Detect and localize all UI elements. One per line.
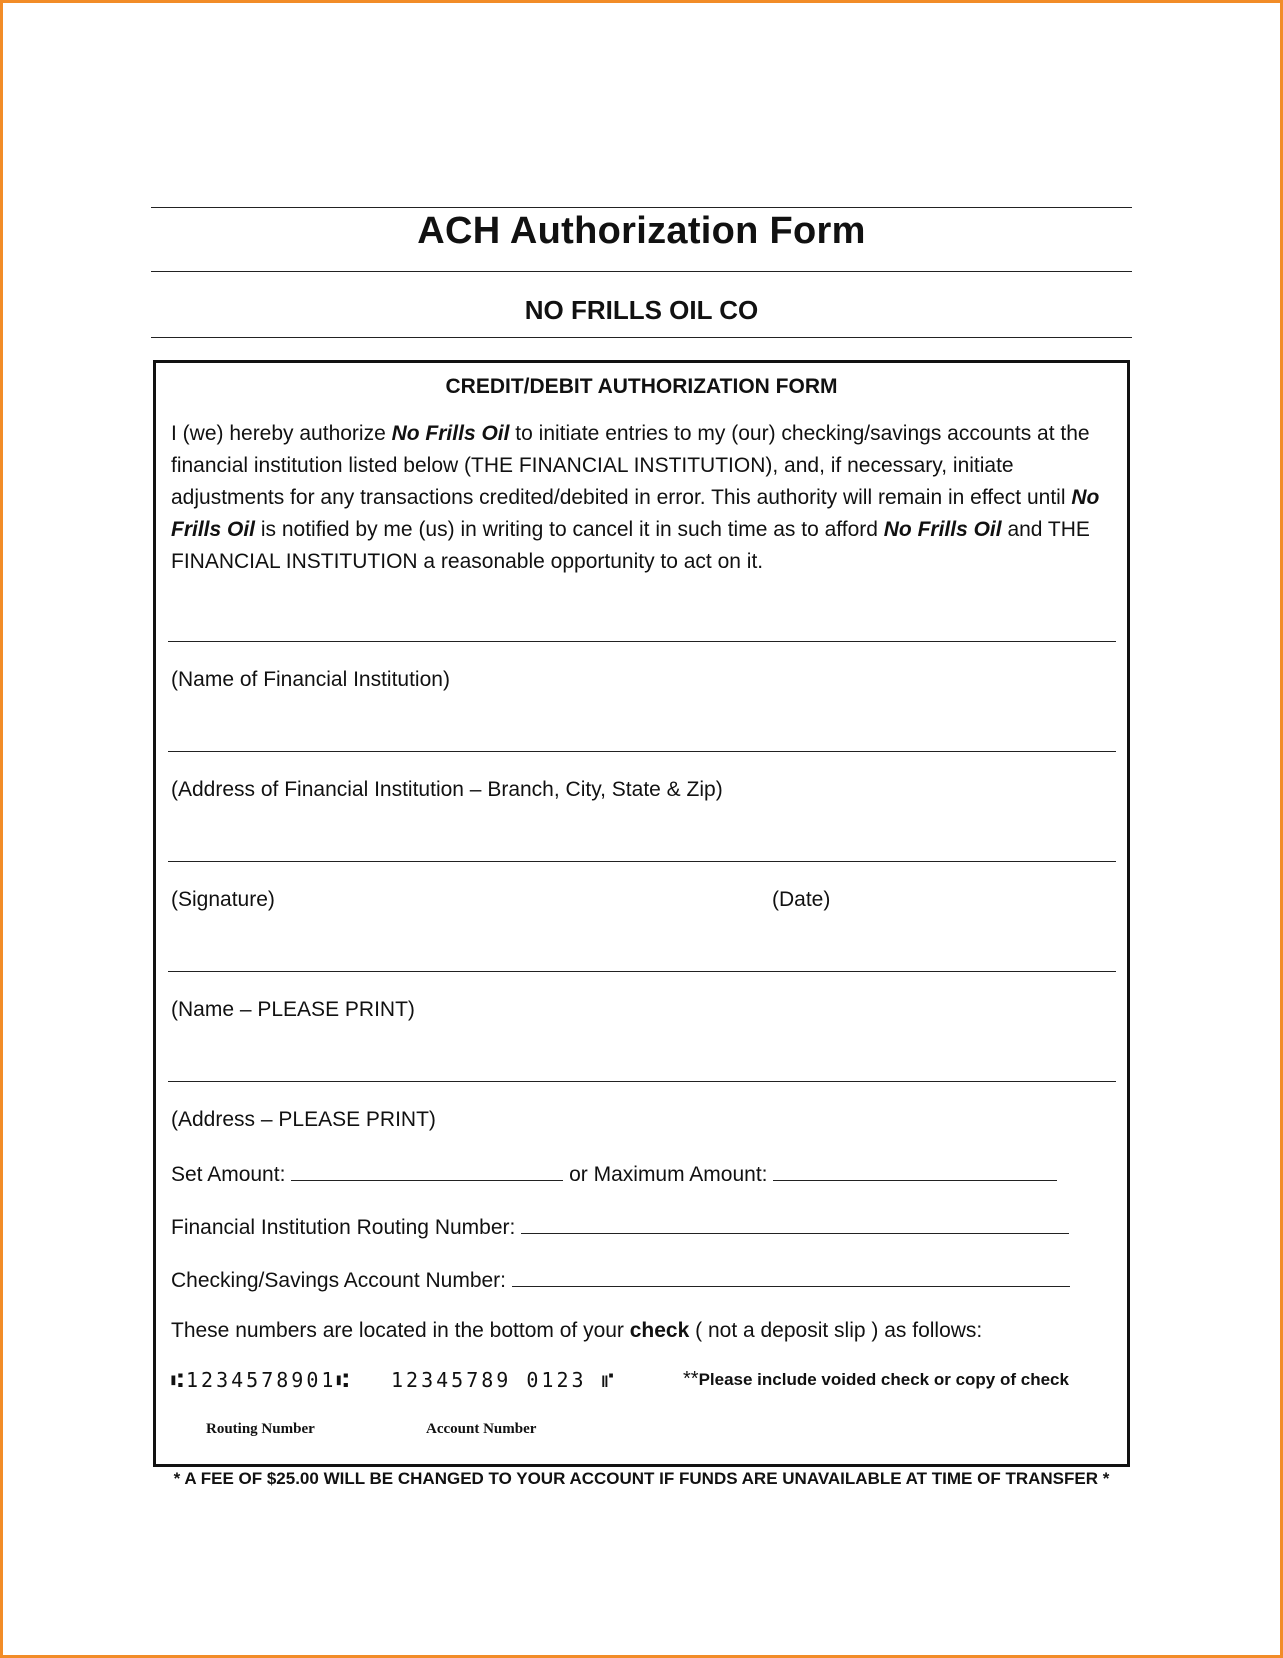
check-info-row (171, 1319, 982, 1343)
voided-check-note (683, 1368, 1069, 1391)
name-caption: (Name – PLEASE PRINT) (171, 998, 415, 1021)
note-stars: ** (683, 1368, 699, 1390)
authorization-box (153, 360, 1130, 1467)
authorization-paragraph (171, 418, 1116, 578)
title-top-rule (151, 207, 1132, 208)
signature-line[interactable] (168, 861, 1116, 862)
routing-micr-number: ⑆1234578901⑆ (171, 1368, 352, 1392)
auth-text-4: and THE FINANCIAL INSTITUTION a reasonable opportunity to act on it. (171, 518, 1090, 573)
auth-text-3: is notified by me (us) in writing to cancel it in such time as to afford (255, 518, 884, 541)
set-amount-blank[interactable] (291, 1160, 563, 1181)
max-amount-blank[interactable] (773, 1160, 1057, 1181)
auth-company-2: No Frills Oil (171, 486, 1100, 541)
title-bottom-rule (151, 271, 1132, 272)
page-title: ACH Authorization Form (417, 210, 866, 252)
institution-name-line[interactable] (168, 641, 1116, 642)
account-number-label-caption: Account Number (426, 1421, 537, 1437)
company-bottom-rule (151, 337, 1132, 338)
account-number-blank[interactable] (512, 1266, 1070, 1287)
address-caption: (Address – PLEASE PRINT) (171, 1108, 436, 1131)
check-word: check (629, 1319, 690, 1342)
auth-text-2: to initiate entries to my (our) checking/savings accounts at the financial institution listed below (THE FINANCIAL INSTITUTION), and, if necessary, initiate adjustments for any transactions credited/debited in error. This authority will remain in effect until (171, 422, 1090, 509)
routing-number-label: Financial Institution Routing Number: (171, 1216, 516, 1239)
company-name: NO FRILLS OIL CO (524, 295, 759, 325)
fee-notice: * A FEE OF $25.00 WILL BE CHANGED TO YOUR ACCOUNT IF FUNDS ARE UNAVAILABLE AT TIME OF TRANSFER * (173, 1469, 1110, 1488)
box-heading: CREDIT/DEBIT AUTHORIZATION FORM (445, 375, 838, 398)
institution-name-caption: (Name of Financial Institution) (171, 668, 450, 691)
amount-row (171, 1160, 1057, 1187)
date-caption: (Date) (772, 888, 831, 911)
routing-row (171, 1213, 1069, 1240)
routing-number-label-caption: Routing Number (206, 1421, 315, 1437)
account-number-label: Checking/Savings Account Number: (171, 1269, 507, 1292)
routing-number-blank[interactable] (521, 1213, 1069, 1234)
institution-address-caption: (Address of Financial Institution – Branch, City, State & Zip) (171, 778, 723, 801)
institution-address-line[interactable] (168, 751, 1116, 752)
account-row (171, 1266, 1070, 1293)
auth-company-1: No Frills Oil (391, 422, 510, 445)
account-micr-number: 12345789 0123 ⑈ (391, 1368, 617, 1392)
address-line[interactable] (168, 1081, 1116, 1082)
max-amount-label: or Maximum Amount: (569, 1163, 768, 1186)
name-line[interactable] (168, 971, 1116, 972)
signature-caption: (Signature) (171, 888, 275, 911)
auth-company-3: No Frills Oil (883, 518, 1002, 541)
check-info-outro: ( not a deposit slip ) as follows: (689, 1319, 983, 1342)
auth-text-1: I (we) hereby authorize (171, 422, 392, 445)
check-info-intro: These numbers are located in the bottom of your (171, 1319, 630, 1342)
set-amount-label: Set Amount: (171, 1163, 286, 1186)
note-text: Please include voided check or copy of check (698, 1370, 1069, 1389)
